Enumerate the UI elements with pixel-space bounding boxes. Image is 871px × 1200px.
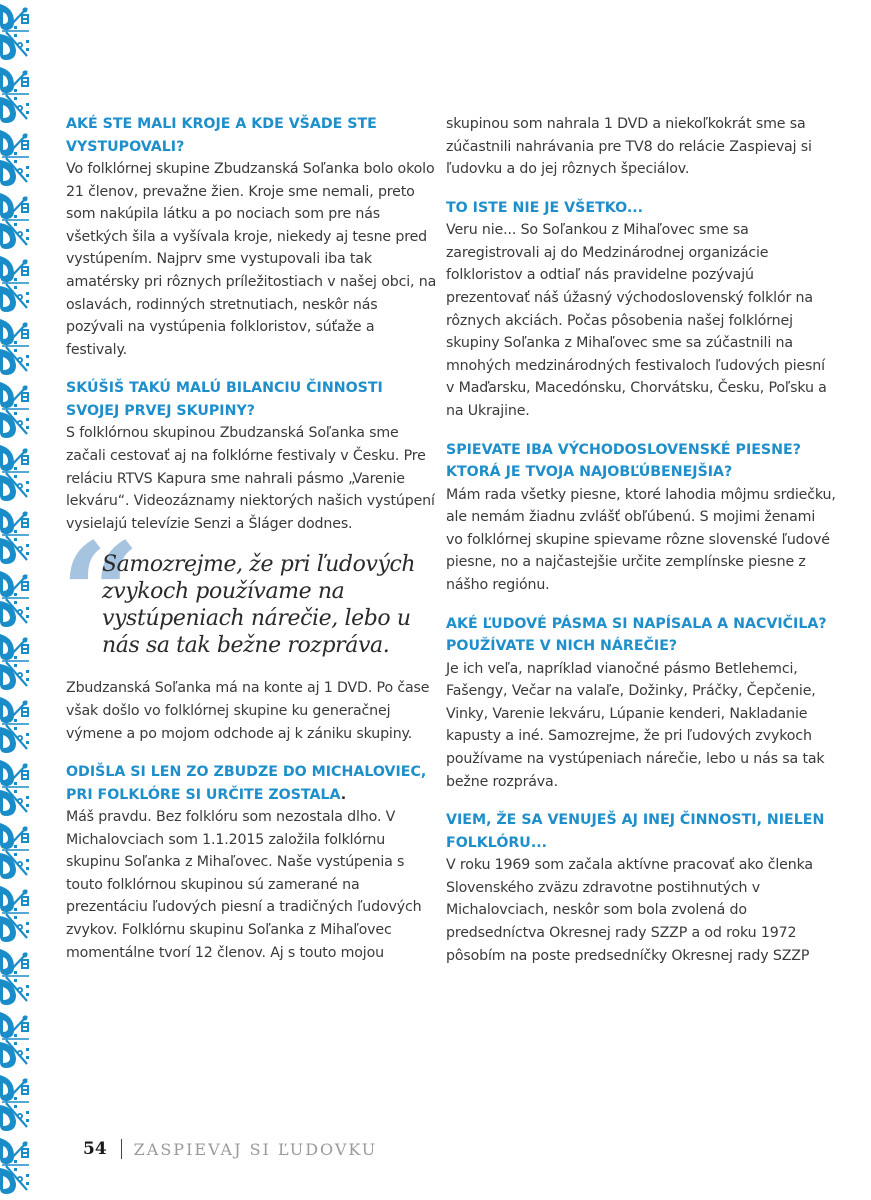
continued-paragraph: skupinou som nahrala 1 DVD a niekoľkokrát sme sa zúčastnili nahrávania pre TV8 do relácie Zaspievaj si ľudovku a do jej rôznych špeciálov.: [446, 116, 812, 178]
answer-paragraph: Máš pravdu. Bez folklóru som nezostala dlho. V Michalovciach som 1.1.2015 založila folklórnu skupinu Soľanka z Mihaľovec. Naše vystúpenia s touto folklórnou skupinou sú zamerané na prezentáciu ľudových piesní a tradičných ľudových zvykov. Folklórnu skupinu Soľanka z Mihaľovec momentálne tvorí 12 členov. Aj s touto mojou: [66, 809, 422, 961]
answer-paragraph: Je ich veľa, napríklad vianočné pásmo Betlehemci, Fašengy, Večar na valaľe, Dožinky, Práčky, Čepčenie, Vinky, Varenie lekváru, Lúpanie kenderi, Nakladanie kapusty a iné. Samozrejme, že pri ľudových zvykoch používame na vystúpeniach nárečie, lebo u nás sa tak bežne rozpráva.: [446, 660, 825, 790]
question-heading: SKÚŠIŠ TAKÚ MALÚ BILANCIU ČINNOSTI SVOJEJ PRVEJ SKUPINY?: [66, 380, 383, 419]
question-heading: AKÉ STE MALI KROJE A KDE VŠADE STE VYSTUPOVALI?: [66, 116, 377, 155]
question-heading: AKÉ ĽUDOVÉ PÁSMA SI NAPÍSALA A NACVIČILA? POUŽÍVATE V NICH NÁREČIE?: [446, 615, 827, 655]
question-end-punctuation: .: [340, 786, 347, 803]
answer-paragraph: Zbudzanská Soľanka má na konte aj 1 DVD. Po čase však došlo vo folklórnej skupine ku generačnej výmene a po mojom odchode aj k zániku skupiny.: [66, 680, 430, 742]
answer-paragraph: Vo folklórnej skupine Zbudzanská Soľanka bolo okolo 21 členov, prevažne žien. Kroje sme nemali, preto som nakúpila látku a po nociach som pre nás všetkých šila a vyšívala kroje, niekedy aj tesne pred vystúpením. Najprv sme vystupovali iba tak amatérsky pri rôznych príležitostiach v našej obci, na oslavách, rodinných stretnutiach, neskôr nás pozývali na vystúpenia folkloristov, súťaže a festivaly.: [66, 161, 437, 358]
folk-embroidery-pattern-icon: [0, 0, 31, 1200]
question-heading: VIEM, ŽE SA VENUJEŠ AJ INEJ ČINNOSTI, NIELEN FOLKLÓRU...: [446, 812, 825, 851]
right-column: [446, 113, 836, 967]
answer-paragraph: Veru nie... So Soľankou z Mihaľovec sme sa zaregistrovali aj do Medzinárodnej organizácie folkloristov a odtiaľ nás pravidelne pozývajú prezentovať náš úžasný východoslovenský folklór na rôznych akciách. Počas pôsobenia našej folklórnej skupiny Soľanka z Mihaľovec sme sa zúčastnili na mnohých medzinárodných festivaloch ľudových piesní v Maďarsku, Macedónsku, Chorvátsku, Česku, Poľsku a na Ukrajine.: [446, 222, 827, 420]
answer-paragraph: S folklórnou skupinou Zbudzanská Soľanka sme začali cestovať aj na folklórne festivaly v Česku. Pre reláciu RTVS Kapura sme nahrali pásmo „Varenie lekváru“. Videozáznamy niektorých našich vystúpení vysielajú televízie Senzi a Šláger dodnes.: [66, 425, 435, 532]
answer-paragraph: Mám rada všetky piesne, ktoré lahodia môjmu srdiečku, ale nemám žiadnu zvlášť obľúbenú. S mojimi ženami vo folklórnej skupine spievame rôzne slovenské ľudové piesne, no a najčastejšie určite zemplínske piesne z nášho regiónu.: [446, 486, 836, 593]
pull-quote: [60, 513, 438, 678]
question-text: ODIŠLA SI LEN ZO ZBUDZE DO MICHALOVIEC, PRI FOLKLÓRE SI URČITE ZOSTALA: [66, 764, 427, 803]
pull-quote-text: Samozrejme, že pri ľudových zvykoch používame na vystúpeniach nárečie, lebo u nás sa tak bežne rozpráva.: [102, 552, 416, 659]
question-heading: TO ISTE NIE JE VŠETKO...: [446, 199, 644, 216]
answer-paragraph: V roku 1969 som začala aktívne pracovať ako členka Slovenského zväzu zdravotne postihnutých v Michalovciach, neskôr som bola zvolená do predsedníctva Okresnej rady SZZP a od roku 1972 pôsobím na poste predsedníčky Okresnej rady SZZP: [446, 857, 813, 964]
left-column: [60, 113, 438, 964]
question-heading: SPIEVATE IBA VÝCHODOSLOVENSKÉ PIESNE? KTORÁ JE TVOJA NAJOBĽÚBENEJŠIA?: [446, 441, 801, 481]
magazine-title: ZASPIEVAJ SI ĽUDOVKU: [133, 1139, 378, 1159]
question-heading: [66, 761, 438, 806]
page-number: 54: [83, 1139, 107, 1159]
footer-divider: [121, 1139, 122, 1159]
page-footer: [83, 1139, 377, 1159]
quotation-mark-icon: “: [60, 513, 141, 678]
